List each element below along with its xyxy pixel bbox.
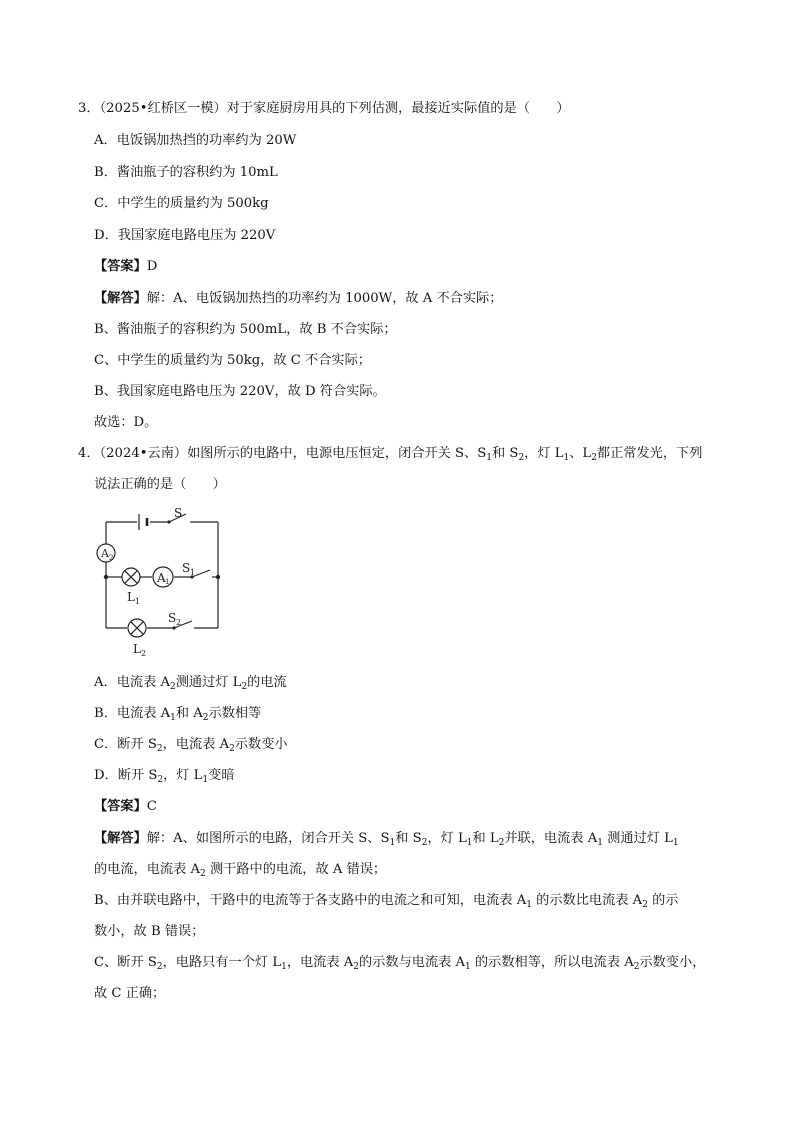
q4-option-a-text: A．电流表 A <box>94 675 170 690</box>
q3-option-c: C．中学生的质量约为 500kg <box>94 196 269 211</box>
q4-analysis-text: 并联，电流表 A <box>504 831 598 846</box>
q3-analysis-line-4: B、我国家庭电路电压为 220V，故 D 符合实际。 <box>94 384 386 399</box>
q4-stem-text: 都正常发光，下列 <box>596 446 703 461</box>
lamp-l1 <box>122 568 140 586</box>
q3-stem <box>78 99 570 119</box>
lamp-l2-label: L <box>133 642 141 656</box>
q4-option-b-text: 和 A <box>175 706 203 721</box>
ammeter-a2 <box>97 544 115 562</box>
q4-analysis-text: ，电流表 A <box>286 955 354 970</box>
q4-analysis-text: 的示数相等，所以电流表 A <box>470 955 634 970</box>
q4-analysis-line-3 <box>94 891 679 911</box>
q4-option-d-text: ，灯 L <box>163 768 203 783</box>
subscript: 1 <box>465 962 471 972</box>
subscript: 1 <box>202 775 209 785</box>
q4-option-b <box>94 704 261 724</box>
q4-answer-value: C <box>146 799 157 814</box>
q3-analysis-line-1 <box>94 289 502 309</box>
lamp-l1-subscript: 1 <box>135 597 141 606</box>
q4-option-c-text: ，电流表 A <box>162 737 230 752</box>
q3-source: （2025•红桥区一模） <box>99 101 227 116</box>
q4-analysis-text: C、断开 S <box>94 955 157 970</box>
subscript: 2 <box>156 962 163 972</box>
switch-s1-subscript: 1 <box>190 568 196 577</box>
q4-analysis-text: 的示 <box>647 893 679 908</box>
subscript: 2 <box>421 838 428 848</box>
q4-stem-line-2: 说法正确的是（ ） <box>94 477 226 492</box>
q4-analysis-text: ，电路只有一个灯 L <box>162 955 282 970</box>
circuit-diagram <box>94 502 234 662</box>
q3-analysis-label: 【解答】 <box>94 291 147 306</box>
q4-stem-line-1 <box>78 444 702 464</box>
q4-option-c-text: 示数变小 <box>234 737 288 752</box>
subscript: 2 <box>157 775 164 785</box>
q4-analysis-line-6: 故 C 正确； <box>94 986 166 1001</box>
q4-option-b-text: B．电流表 A <box>94 706 171 721</box>
switch-s2-label: S <box>168 611 177 625</box>
q3-number: 3． <box>78 101 100 116</box>
q4-analysis-text: 测干路中的电流，故 A 错误； <box>205 862 387 877</box>
q3-stem-text: 对于家庭厨房用具的下列估测，最接近实际值的是（ ） <box>226 101 570 116</box>
q4-analysis-text: 和 S <box>395 831 422 846</box>
q4-analysis-text: 的示数与电流表 A <box>359 955 466 970</box>
q4-stem-text: 和 S <box>492 446 519 461</box>
q4-source: （2024•云南） <box>99 446 188 461</box>
subscript: 1 <box>672 838 679 848</box>
q3-answer-label: 【答案】 <box>94 259 147 274</box>
ammeter-a2-subscript: 2 <box>109 554 114 562</box>
q4-analysis-line-5 <box>94 953 705 973</box>
subscript: 2 <box>202 713 209 723</box>
q4-answer <box>94 797 157 817</box>
q4-analysis-text: B、由并联电路中，干路中的电流等于各支路中的电流之和可知，电流表 A <box>94 893 527 908</box>
subscript: 2 <box>498 838 505 848</box>
q4-stem-text: 、L <box>569 446 592 461</box>
q4-option-d <box>94 766 235 786</box>
switch-s1-label: S <box>182 561 191 575</box>
q3-analysis-line-2: B、酱油瓶子的容积约为 500mL，故 B 不合实际； <box>94 322 397 337</box>
q3-answer <box>94 257 157 277</box>
q4-option-d-text: 变暗 <box>208 768 235 783</box>
lamp-l1-label: L <box>127 590 135 604</box>
q4-option-d-text: D．断开 S <box>94 768 158 783</box>
q4-analysis-line-1 <box>94 829 679 849</box>
subscript: 2 <box>241 682 248 692</box>
battery-symbol <box>139 514 147 530</box>
q4-analysis-text: 的电流，电流表 A <box>94 862 201 877</box>
switch-s-pivot <box>167 520 170 523</box>
q3-option-b: B．酱油瓶子的容积约为 10mL <box>94 165 278 180</box>
subscript: 2 <box>200 869 206 879</box>
junction-right <box>216 575 220 579</box>
q4-option-a <box>94 673 287 693</box>
switch-s-label: S <box>174 506 183 520</box>
q3-option-a: A．电饭锅加热挡的功率约为 20W <box>94 133 297 148</box>
ammeter-a1-label: A <box>157 571 166 585</box>
subscript: 2 <box>156 744 163 754</box>
subscript: 1 <box>597 838 603 848</box>
q4-option-a-text: 测通过灯 L <box>175 675 242 690</box>
q4-analysis-label: 【解答】 <box>94 831 147 846</box>
q3-answer-value: D <box>146 259 158 274</box>
q4-analysis-line-2 <box>94 860 386 880</box>
subscript: 1 <box>486 453 493 463</box>
ammeter-a2-label: A <box>101 547 109 560</box>
subscript: 1 <box>466 838 473 848</box>
q4-option-c <box>94 735 288 755</box>
subscript: 1 <box>170 713 176 723</box>
q4-option-b-text: 示数相等 <box>208 706 262 721</box>
q4-analysis-text: 解：A、如图所示的电路，闭合开关 S、S <box>146 831 390 846</box>
subscript: 2 <box>591 453 597 463</box>
q4-analysis-text: 的示数比电流表 A <box>531 893 643 908</box>
ammeter-a1 <box>153 567 173 587</box>
subscript: 2 <box>170 682 176 692</box>
subscript: 1 <box>281 962 287 972</box>
ammeter-a1-subscript: 1 <box>165 578 170 586</box>
subscript: 2 <box>353 962 360 972</box>
subscript: 2 <box>229 744 235 754</box>
q4-answer-label: 【答案】 <box>94 799 147 814</box>
q4-stem-text: ，灯 L <box>524 446 564 461</box>
q4-analysis-text: 和 L <box>472 831 499 846</box>
switch-s2-subscript: 2 <box>176 618 182 627</box>
q4-analysis-line-4: 数小，故 B 错误； <box>94 924 205 939</box>
q3-analysis-line-5: 故选：D。 <box>94 415 158 430</box>
lamp-l2 <box>128 619 146 637</box>
lamp-l2-subscript: 2 <box>141 649 147 658</box>
subscript: 1 <box>389 838 396 848</box>
q4-number: 4． <box>78 446 100 461</box>
subscript: 2 <box>518 453 525 463</box>
q4-stem-text: 如图所示的电路中，电源电压恒定，闭合开关 S、S <box>187 446 487 461</box>
q4-analysis-text: ，灯 L <box>427 831 467 846</box>
q4-analysis-text: 示数变小， <box>639 955 706 970</box>
subscript: 1 <box>563 453 570 463</box>
q3-analysis-text: 解：A、电饭锅加热挡的功率约为 1000W，故 A 不合实际； <box>146 291 503 306</box>
q3-option-d: D．我国家庭电路电压为 220V <box>94 228 276 243</box>
subscript: 1 <box>526 900 532 910</box>
q4-option-c-text: C．断开 S <box>94 737 157 752</box>
junction-left <box>104 575 108 579</box>
q4-option-a-text: 的电流 <box>247 675 287 690</box>
q4-analysis-text: 测通过灯 L <box>602 831 673 846</box>
subscript: 2 <box>633 962 640 972</box>
q3-analysis-line-3: C、中学生的质量约为 50kg，故 C 不合实际； <box>94 353 371 368</box>
subscript: 2 <box>642 900 648 910</box>
